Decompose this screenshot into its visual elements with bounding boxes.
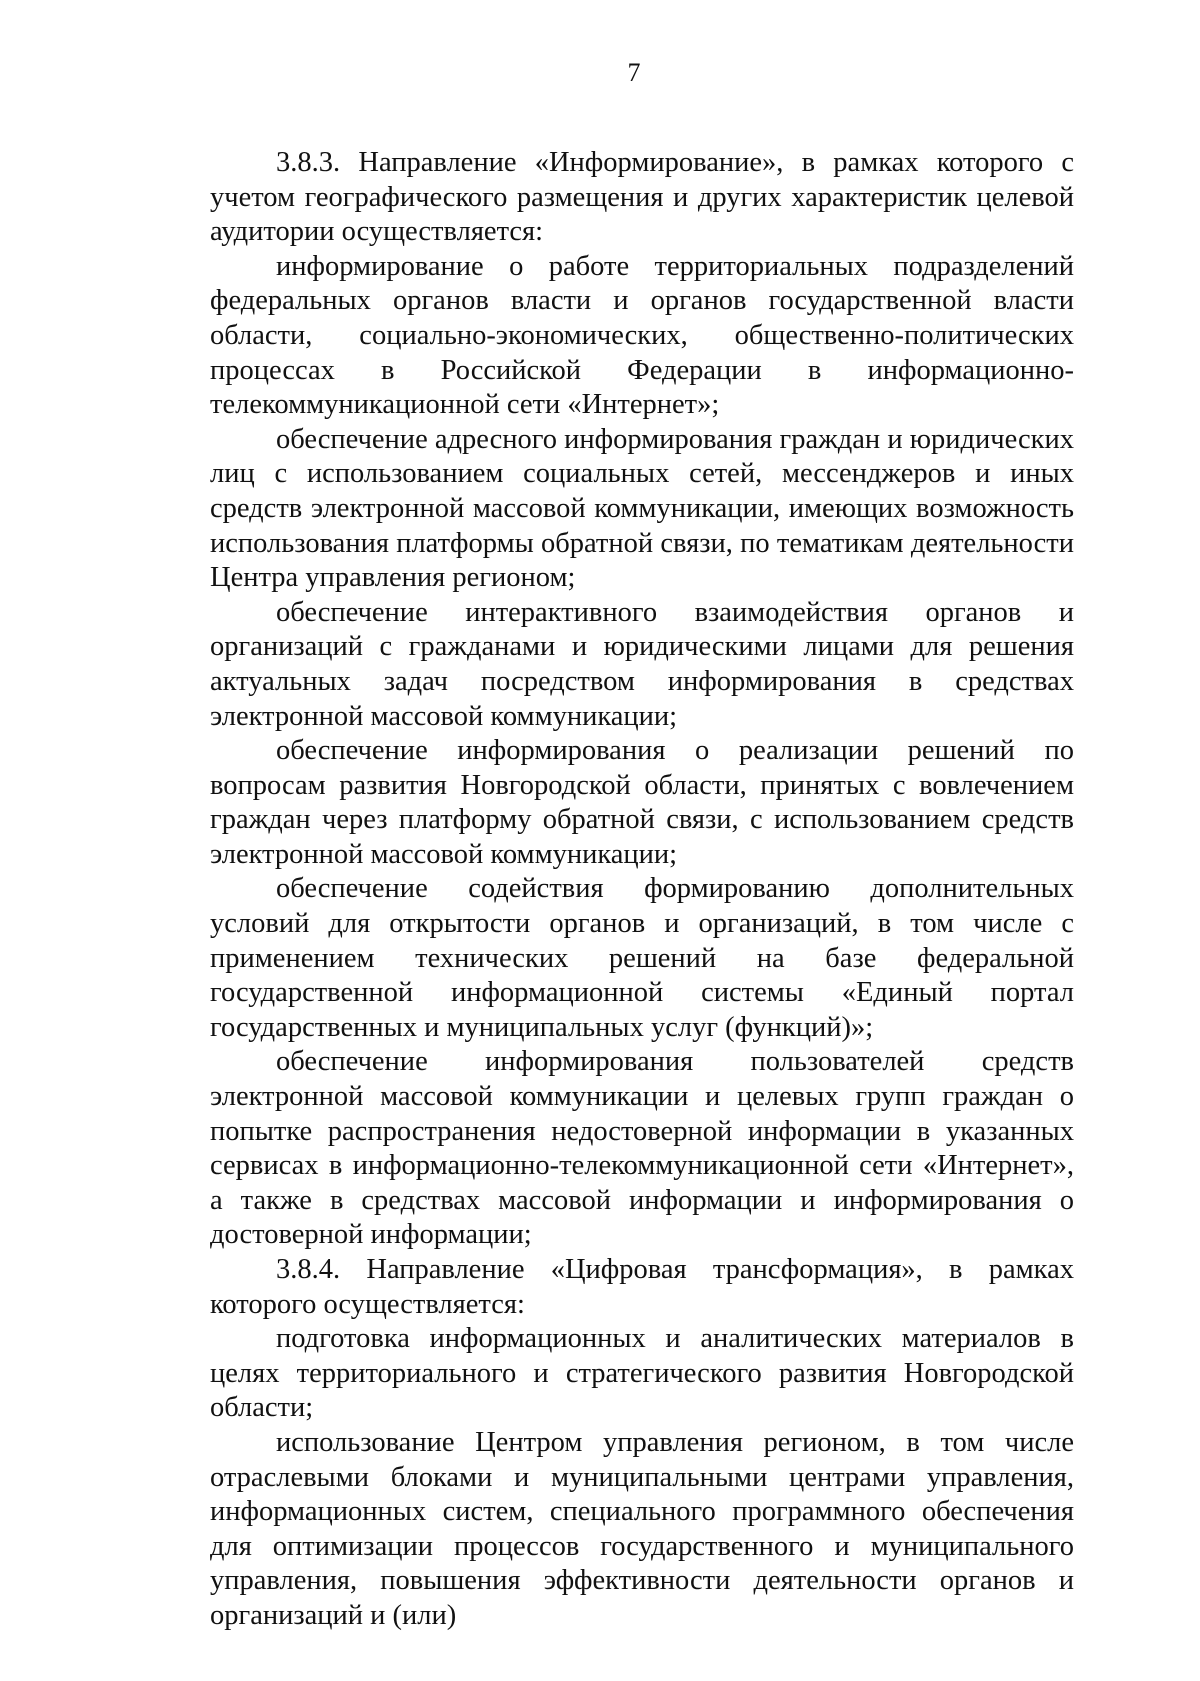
- paragraph-openness-support: обеспечение содействия формированию дополнительных условий для открытости органов и организаций, в том числе с применением технических решений на базе федеральной государственной информационной системы «Единый портал государственных и муниципальных услуг (функций)»;: [210, 873, 1074, 1043]
- paragraph-informing-authorities: информирование о работе территориальных подразделений федеральных органов власти и органов государственной власти области, социально-экономических, общественно-политических процессах в Российской Федерации в информационно-телекоммуникационной сети «Интернет»;: [210, 250, 1074, 421]
- paragraph-analytical-materials: подготовка информационных и аналитических материалов в целях территориального и стратегического развития Новгородской области;: [210, 1323, 1074, 1424]
- document-body: [210, 146, 1074, 1634]
- paragraph-interactive-interaction: обеспечение интерактивного взаимодействия органов и организаций с гражданами и юридическими лицами для решения актуальных задач посредством информирования в средствах электронной массовой коммуникации;: [210, 596, 1074, 732]
- paragraph-decisions-informing: обеспечение информирования о реализации решений по вопросам развития Новгородской области, принятых с вовлечением граждан через платформу обратной связи, с использованием средств электронной массовой коммуникации;: [210, 735, 1074, 870]
- paragraph-3-8-4-heading: 3.8.4. Направление «Цифровая трансформация», в рамках которого осуществляется:: [210, 1254, 1074, 1320]
- paragraph-targeted-informing: обеспечение адресного информирования граждан и юридических лиц с использованием социальных сетей, мессенджеров и иных средств электронной массовой коммуникации, имеющих возможность использования платформы обратной связи, по тематикам деятельности Центра управления регионом;: [210, 423, 1074, 594]
- paragraph-misinformation-warning: обеспечение информирования пользователей средств электронной массовой коммуникации и целевых групп граждан о попытке распространения недостоверной информации в указанных сервисах в информационно-телекоммуникационной сети «Интернет», а также в средствах массовой информации и информирования о достоверной информации;: [210, 1046, 1074, 1251]
- paragraph-information-systems-use: использование Центром управления регионом, в том числе отраслевыми блоками и муниципальными центрами управления, информационных систем, специального программного обеспечения для оптимизации процессов государственного и муниципального управления, повышения эффективности деятельности органов и организаций и (или): [210, 1426, 1074, 1631]
- paragraph-3-8-3-heading: 3.8.3. Направление «Информирование», в рамках которого с учетом географического размещения и других характеристик целевой аудитории осуществляется:: [210, 147, 1074, 248]
- page-number: 7: [627, 58, 641, 87]
